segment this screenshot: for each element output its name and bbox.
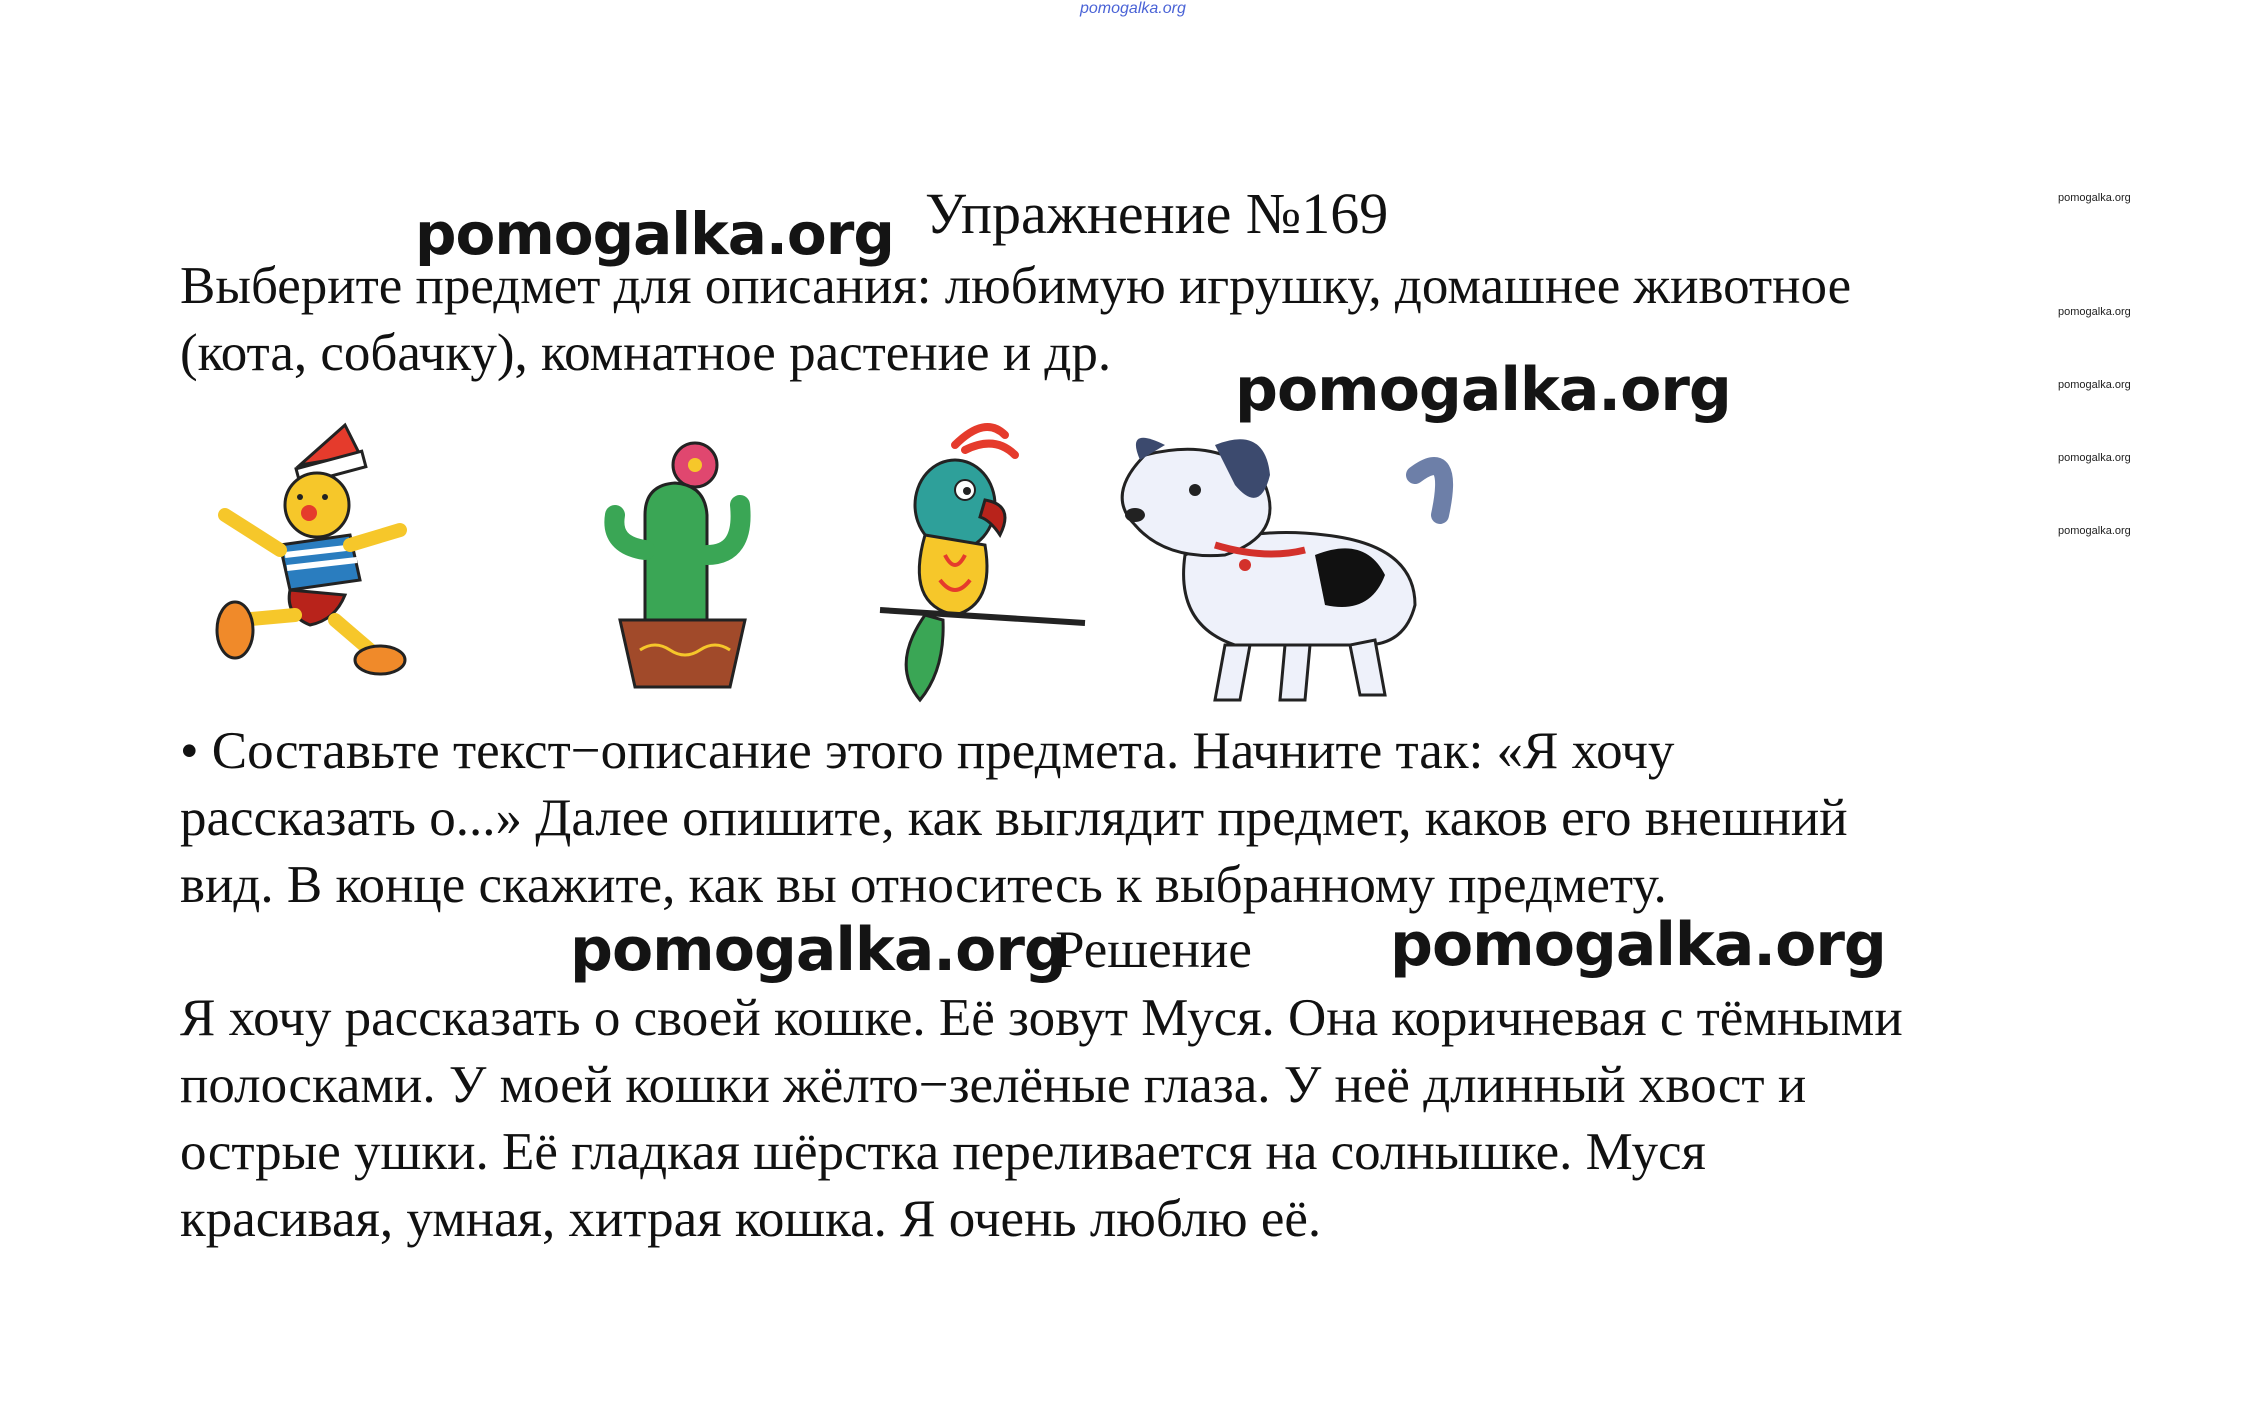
watermark-small: pomogalka.org (2058, 452, 2131, 464)
dog-image (1122, 438, 1444, 700)
exercise-title: Упражнение №169 (925, 181, 1389, 246)
watermark-small: pomogalka.org (2058, 192, 2131, 204)
watermark-small: pomogalka.org (2058, 379, 2131, 391)
instruction-line: рассказать о...» Далее опишите, как выглядит предмет, каков его внешний (180, 789, 1848, 847)
instruction-line: вид. В конце скажите, как вы относитесь к выбранному предмету. (180, 856, 1667, 914)
instruction-paragraph (180, 718, 2180, 919)
watermark-large: pomogalka.org (1235, 355, 1731, 425)
task-line: (кота, собачку), комнатное растение и др. (180, 324, 1112, 382)
solution-line: полосками. У моей кошки жёлто−зелёные глаза. У неё длинный хвост и (180, 1056, 1807, 1114)
watermark-large: pomogalka.org (1390, 910, 1886, 980)
task-line: Выберите предмет для описания: любимую игрушку, домашнее животное (180, 257, 1852, 315)
watermark-small: pomogalka.org (2058, 306, 2131, 318)
solution-line: красивая, умная, хитрая кошка. Я очень люблю её. (180, 1190, 1322, 1248)
parrot-image (880, 427, 1085, 700)
solution-paragraph (180, 985, 2180, 1253)
task-paragraph (180, 253, 2180, 387)
solution-line: Я хочу рассказать о своей кошке. Её зовут Муся. Она коричневая с тёмными (180, 989, 1903, 1047)
watermark-small: pomogalka.org (2058, 525, 2131, 537)
watermark-large: pomogalka.org (415, 200, 894, 268)
toy-clown-image (217, 425, 405, 674)
illustrations (185, 405, 1505, 710)
cactus-image (614, 443, 745, 687)
solution-line: острые ушки. Её гладкая шёрстка переливается на солнышке. Муся (180, 1123, 1706, 1181)
watermark-top: pomogalka.org (1080, 0, 1186, 17)
solution-heading: Решение (1055, 921, 1252, 979)
watermark-large: pomogalka.org (570, 915, 1066, 985)
instruction-line: • Составьте текст−описание этого предмета. Начните так: «Я хочу (180, 722, 1675, 780)
